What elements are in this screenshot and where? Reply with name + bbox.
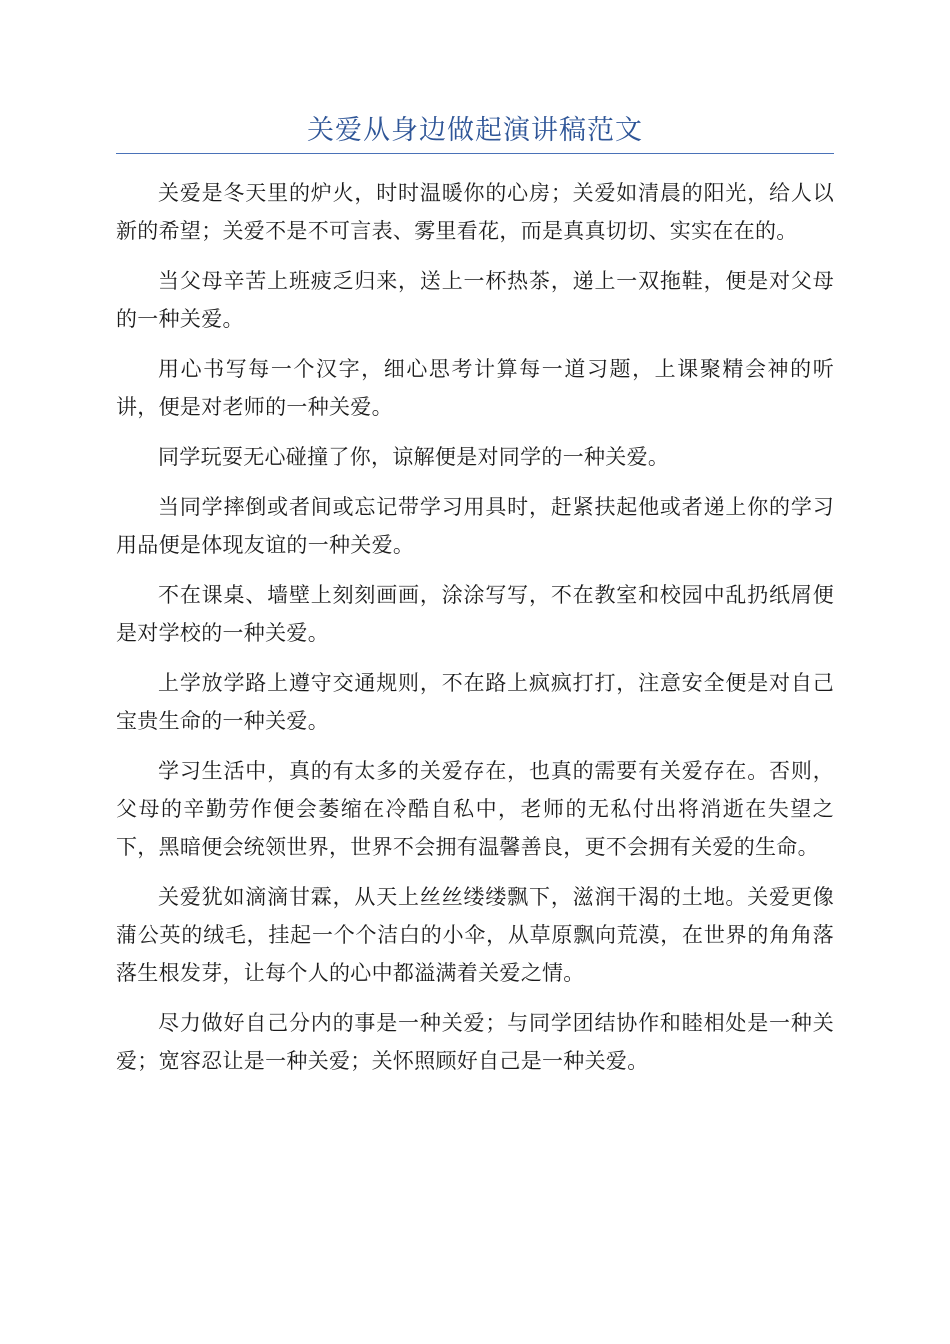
paragraph-4: 同学玩耍无心碰撞了你，谅解便是对同学的一种关爱。 [158,445,670,469]
title-underline [116,153,834,154]
paragraph-8: 学习生活中，真的有太多的关爱存在，也真的需要有关爱存在。否则，父母的辛勤劳作便会萎缩在冷酷自私中，老师的无私付出将消逝在失望之下，黑暗便会统领世界，世界不会拥有温馨善良，更不会拥有关爱的生命。 [116,759,834,859]
paragraph-6: 不在课桌、墙壁上刻刻画画，涂涂写写，不在教室和校园中乱扔纸屑便是对学校的一种关爱。 [116,583,834,645]
paragraph-2: 当父母辛苦上班疲乏归来，送上一杯热茶，递上一双拖鞋，便是对父母的一种关爱。 [116,269,834,331]
document-title: 关爱从身边做起演讲稿范文 [307,115,643,146]
paragraph-5: 当同学摔倒或者间或忘记带学习用具时，赶紧扶起他或者递上你的学习用品便是体现友谊的一种关爱。 [116,495,834,557]
paragraph-9: 关爱犹如滴滴甘霖，从天上丝丝缕缕飘下，滋润干渴的土地。关爱更像蒲公英的绒毛，挂起一个个洁白的小伞，从草原飘向荒漠，在世界的角角落落生根发芽，让每个人的心中都溢满着关爱之情。 [116,885,834,985]
paragraph-3: 用心书写每一个汉字，细心思考计算每一道习题，上课聚精会神的听讲，便是对老师的一种关爱。 [116,357,834,419]
document-body [116,174,834,1092]
paragraph-1: 关爱是冬天里的炉火，时时温暖你的心房；关爱如清晨的阳光，给人以新的希望；关爱不是不可言表、雾里看花，而是真真切切、实实在在的。 [116,181,834,243]
paragraph-10: 尽力做好自己分内的事是一种关爱；与同学团结协作和睦相处是一种关爱；宽容忍让是一种关爱；关怀照顾好自己是一种关爱。 [116,1011,834,1073]
paragraph-7: 上学放学路上遵守交通规则，不在路上疯疯打打，注意安全便是对自己宝贵生命的一种关爱。 [116,671,834,733]
